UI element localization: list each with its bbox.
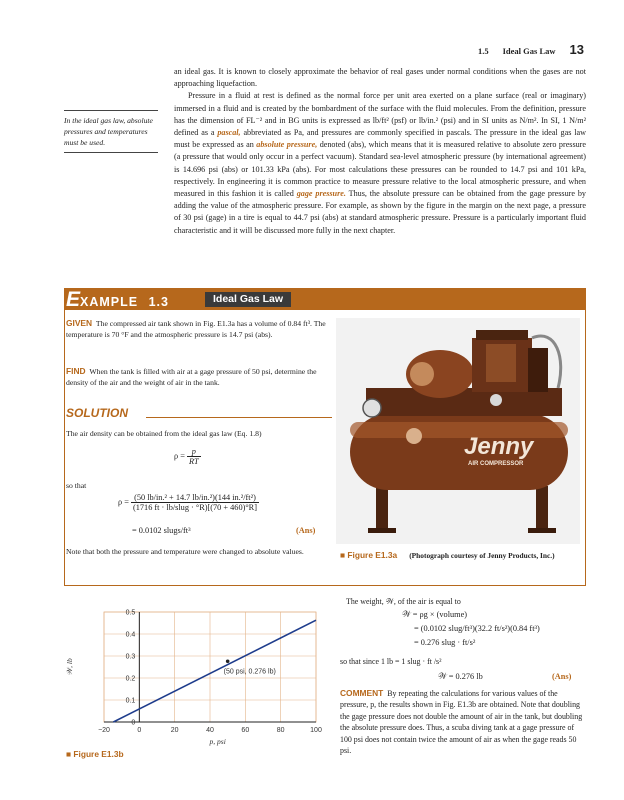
note-text: Note that both the pressure and temperature were changed to absolute values. — [66, 547, 304, 556]
header-section: 1.5 — [478, 46, 489, 56]
solution-rule — [146, 417, 332, 418]
brand-subtitle: AIR COMPRESSOR — [468, 461, 524, 467]
solution-heading: SOLUTION — [66, 406, 128, 420]
x-tick-label: −20 — [98, 727, 110, 734]
paragraph-1: an ideal gas. It is known to closely approximate the behavior of real gases under normal conditions when the gases are not approaching liquefaction. — [174, 67, 586, 89]
comment-block — [340, 688, 586, 756]
eq2-result: = 0.0102 slugs/ft³ — [132, 526, 191, 535]
example-word: XAMPLE — [80, 295, 139, 309]
y-tick-label: 0.3 — [125, 653, 136, 661]
find-label: FIND — [66, 366, 86, 376]
brand-logo-text: Jenny — [464, 433, 534, 460]
x-tick-label: 100 — [310, 727, 322, 734]
compressor-photo — [336, 318, 580, 544]
x-tick-label: 40 — [206, 727, 214, 734]
x-tick-label: 0 — [137, 727, 142, 734]
since-text: so that since 1 lb = 1 slug · ft /s² — [340, 657, 442, 666]
y-axis-label: 𝒲, lb — [65, 658, 74, 676]
figure-b-label: ■ Figure E1.3b — [66, 749, 124, 759]
figure-a-label: ■ Figure E1.3a — [340, 550, 398, 560]
x-tick-label: 80 — [276, 727, 285, 734]
weight-intro: The weight, 𝒲, of the air is equal to — [346, 597, 461, 606]
weight-eq-1: 𝒲 = ρg × (volume) — [402, 610, 468, 619]
y-tick-label: 0.1 — [125, 697, 136, 705]
x-tick-label: 20 — [170, 727, 179, 734]
paragraph-2: Pressure in a fluid at rest is defined as the normal force per unit area exerted on a plane surface (real or imaginary) immersed in a fluid and is created by the bombardment of the surface with the fluid molecules. From the definition, pressure has the dimension of FL⁻² and in BG units is expressed as lb/ft² (psf) or lb/in.² (psi) and in SI units as N/m². In SI, 1 N/m² defined as a pascal, abbreviated as Pa, and pressures are commonly specified in pascals. The pressure in the ideal gas law must be expressed as an absolute pressure, denoted (abs), which means that it is measured relative to absolute zero pressure (a pressure that would only occur in a perfect vacuum). Standard sea-level atmospheric pressure (by international agreement) is 14.696 psi (abs) or 101.33 kPa (abs). For most calculations these pressures can be rounded to 14.7 psi and 101 kPa, respectively. In engineering it is common practice to measure pressure relative to the local atmospheric pressure, and when measured in this fashion it is called gage pressure. Thus, the absolute pressure can be obtained from the gage pressure by adding the value of the atmospheric pressure. For example, as shown by the figure in the margin on the next page, a pressure of 30 psi (gage) in a tire is equal to 44.7 psi (abs) at standard atmospheric pressure. Pressure is a particularly important fluid characteristic and it will be discussed more fully in the next chapter. — [174, 91, 586, 235]
figure-a-credit: (Photograph courtesy of Jenny Products, Inc.) — [409, 551, 555, 560]
weight-eq-3: = 0.276 slug · ft/s² — [414, 638, 476, 647]
eq2-denominator: (1716 ft · lb/slug · °R)[(70 + 460)°R] — [132, 503, 257, 512]
figure-e13b-chart — [64, 598, 332, 764]
answer-tag-density: (Ans) — [296, 526, 316, 535]
example-number: 1.3 — [148, 295, 169, 309]
keyword-gage-pressure: gage pressure. — [296, 189, 346, 199]
equation-ideal-gas — [174, 447, 201, 466]
header-section-title: Ideal Gas Law — [502, 46, 556, 56]
marked-point-label: (50 psi, 0.276 lb) — [223, 668, 276, 676]
y-tick-label: 0 — [131, 719, 136, 727]
so-that-text: so that — [66, 481, 87, 490]
margin-note: In the ideal gas law, absolute pressures and temperatures must be used. — [64, 110, 158, 153]
eq1-denominator: RT — [188, 457, 199, 466]
equation-density — [118, 493, 259, 512]
y-tick-label: 0.5 — [125, 609, 136, 617]
given-label: GIVEN — [66, 318, 93, 328]
example-big-letter: E — [66, 288, 81, 311]
example-title: Ideal Gas Law — [205, 292, 291, 307]
keyword-absolute-pressure: absolute pressure, — [256, 140, 318, 150]
comment-text: By repeating the calculations for various values of the pressure, p, the results shown in Fig. E1.3b are obtained. Note that doubling the gage pressure does not double the amount of air in the tank, but doubling the absolute pressure does. Thus, a scuba diving tank at a gage pressure of 100 psi does not contain twice the amount of air as when the gage reads 50 psi. — [340, 689, 583, 756]
eq1-numerator: p — [187, 447, 201, 457]
figure-a-caption — [340, 548, 580, 561]
given-text: The compressed air tank shown in Fig. E1.3a has a volume of 0.84 ft³. The temperature is 70 °F and the atmospheric pressure is 14.7 psi (abs). — [66, 319, 326, 340]
weight-final: 𝒲 = 0.276 lb — [438, 672, 483, 681]
find-block — [66, 366, 332, 389]
x-tick-label: 60 — [241, 727, 250, 734]
weight-eq-2: = (0.0102 slug/ft³)(32.2 ft/s²)(0.84 ft³) — [414, 624, 540, 633]
x-axis-label: p, psi — [209, 737, 226, 746]
eq2-lhs: ρ = — [118, 497, 129, 507]
page-number: 13 — [569, 42, 584, 57]
figure-b-caption — [66, 744, 124, 762]
y-tick-label: 0.2 — [125, 675, 136, 683]
comment-label: COMMENT — [340, 688, 384, 698]
given-block — [66, 318, 332, 341]
example-heading — [66, 288, 169, 312]
running-header — [478, 42, 584, 57]
marked-point — [226, 659, 230, 663]
find-text: When the tank is filled with air at a gage pressure of 50 psi, determine the density of the air and the weight of air in the tank. — [66, 367, 317, 388]
solution-intro: The air density can be obtained from the ideal gas law (Eq. 1.8) — [66, 429, 262, 438]
compressor-illustration — [336, 318, 580, 544]
eq1-lhs: ρ = — [174, 451, 185, 461]
y-tick-label: 0.4 — [125, 631, 136, 639]
answer-tag-weight: (Ans) — [552, 672, 572, 681]
body-text — [174, 66, 586, 237]
keyword-pascal: pascal, — [217, 128, 241, 138]
eq2-numerator: (50 lb/in.² + 14.7 lb/in.²)(144 in.²/ft²) — [131, 493, 259, 503]
series-line-weight — [113, 620, 316, 722]
